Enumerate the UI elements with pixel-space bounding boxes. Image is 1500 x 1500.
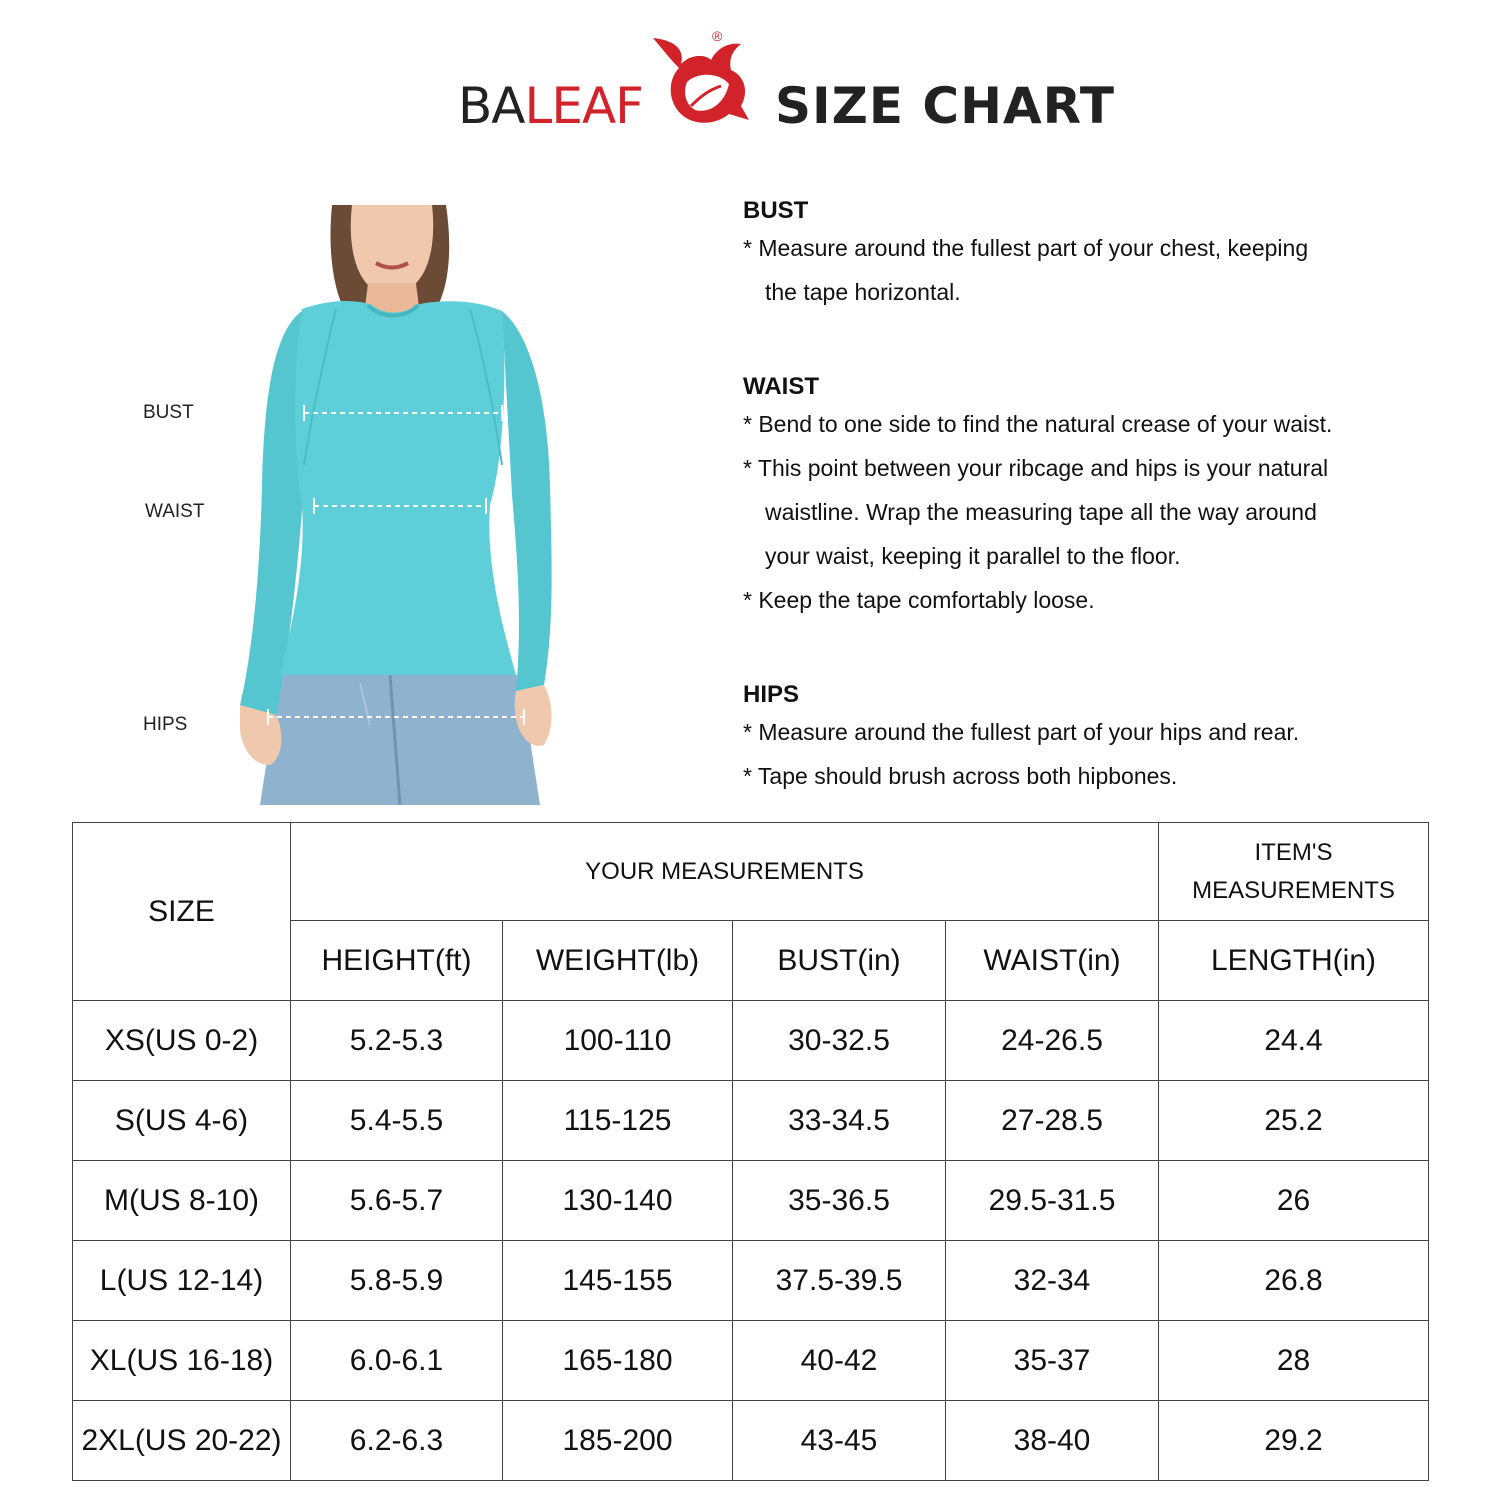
size-chart-header: [0, 30, 1500, 140]
waist-column-header: WAIST(in): [946, 921, 1159, 1001]
instructions-bust: [743, 196, 1463, 314]
instructions-line: * This point between your ribcage and hips is your natural: [743, 455, 1329, 481]
length-column-header: LENGTH(in): [1159, 921, 1429, 1001]
page-title: SIZE CHART: [775, 77, 1116, 135]
size-cell: 2XL(US 20-22): [73, 1401, 291, 1481]
instructions-line: * Measure around the fullest part of your chest, keeping: [743, 235, 1309, 261]
leaf-flame-logo-icon: [645, 30, 755, 130]
height-cell: 6.0-6.1: [291, 1321, 503, 1401]
figure-label-waist: WAIST: [145, 501, 205, 522]
bust-cell: 37.5-39.5: [733, 1241, 946, 1321]
table-row: [73, 1161, 1429, 1241]
your-measurements-header: YOUR MEASUREMENTS: [291, 823, 1159, 921]
instructions-heading-waist: WAIST: [743, 373, 819, 400]
bust-cell: 43-45: [733, 1401, 946, 1481]
table-row: [73, 1321, 1429, 1401]
waist-cell: 32-34: [946, 1241, 1159, 1321]
instructions-line: * Bend to one side to find the natural crease of your waist.: [743, 411, 1333, 437]
items-measurements-line2: MEASUREMENTS: [1192, 876, 1395, 904]
height-cell: 6.2-6.3: [291, 1401, 503, 1481]
registered-mark: ®: [712, 28, 723, 44]
waist-cell: 24-26.5: [946, 1001, 1159, 1081]
size-cell: XL(US 16-18): [73, 1321, 291, 1401]
table-header-row: [73, 823, 1429, 921]
table-row: [73, 1401, 1429, 1481]
model-figure: [240, 205, 570, 805]
waist-cell: 27-28.5: [946, 1081, 1159, 1161]
size-cell: M(US 8-10): [73, 1161, 291, 1241]
size-column-header: SIZE: [73, 823, 291, 1001]
instructions-line: * Keep the tape comfortably loose.: [743, 587, 1095, 613]
height-cell: 5.8-5.9: [291, 1241, 503, 1321]
waist-cell: 38-40: [946, 1401, 1159, 1481]
height-cell: 5.6-5.7: [291, 1161, 503, 1241]
length-cell: 28: [1159, 1321, 1429, 1401]
height-cell: 5.4-5.5: [291, 1081, 503, 1161]
waist-cell: 35-37: [946, 1321, 1159, 1401]
instructions-waist: [743, 372, 1463, 622]
bust-cell: 35-36.5: [733, 1161, 946, 1241]
items-measurements-header: [1159, 823, 1429, 921]
size-cell: XS(US 0-2): [73, 1001, 291, 1081]
instructions-hips: [743, 680, 1463, 798]
length-cell: 26.8: [1159, 1241, 1429, 1321]
brand-text-leaf: LEAF: [524, 77, 643, 135]
figure-label-hips: HIPS: [143, 714, 188, 735]
table-row: [73, 1001, 1429, 1081]
instructions-line: the tape horizontal.: [765, 279, 961, 305]
size-cell: S(US 4-6): [73, 1081, 291, 1161]
brand-logo-text: [458, 76, 643, 136]
size-cell: L(US 12-14): [73, 1241, 291, 1321]
length-cell: 29.2: [1159, 1401, 1429, 1481]
instructions-line: * Measure around the fullest part of your hips and rear.: [743, 719, 1300, 745]
instructions-line: your waist, keeping it parallel to the floor.: [765, 543, 1181, 569]
size-chart-table: [72, 822, 1429, 1481]
waist-cell: 29.5-31.5: [946, 1161, 1159, 1241]
weight-cell: 130-140: [503, 1161, 733, 1241]
weight-cell: 145-155: [503, 1241, 733, 1321]
height-cell: 5.2-5.3: [291, 1001, 503, 1081]
instructions-heading-hips: HIPS: [743, 681, 800, 708]
instructions-line: waistline. Wrap the measuring tape all the way around: [765, 499, 1317, 525]
length-cell: 26: [1159, 1161, 1429, 1241]
weight-cell: 165-180: [503, 1321, 733, 1401]
instructions-heading-bust: BUST: [743, 197, 809, 224]
bust-cell: 33-34.5: [733, 1081, 946, 1161]
bust-cell: 30-32.5: [733, 1001, 946, 1081]
table-row: [73, 1081, 1429, 1161]
weight-cell: 100-110: [503, 1001, 733, 1081]
brand-text-ba: BA: [458, 77, 525, 135]
height-column-header: HEIGHT(ft): [291, 921, 503, 1001]
table-row: [73, 1241, 1429, 1321]
length-cell: 25.2: [1159, 1081, 1429, 1161]
weight-cell: 185-200: [503, 1401, 733, 1481]
bust-cell: 40-42: [733, 1321, 946, 1401]
length-cell: 24.4: [1159, 1001, 1429, 1081]
items-measurements-line1: ITEM'S: [1254, 838, 1333, 866]
figure-label-bust: BUST: [143, 402, 194, 423]
weight-cell: 115-125: [503, 1081, 733, 1161]
weight-column-header: WEIGHT(lb): [503, 921, 733, 1001]
bust-column-header: BUST(in): [733, 921, 946, 1001]
instructions-line: * Tape should brush across both hipbones.: [743, 763, 1178, 789]
